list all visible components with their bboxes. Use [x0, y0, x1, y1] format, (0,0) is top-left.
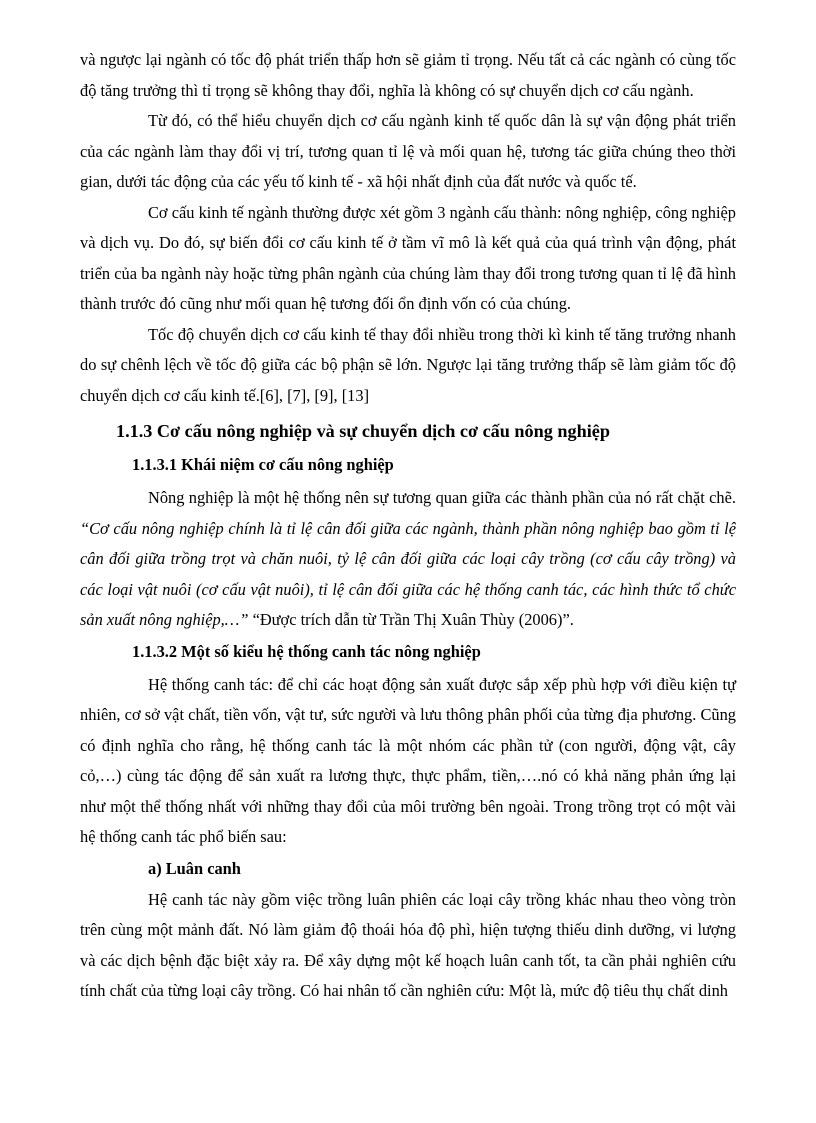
- item-heading-crop-rotation: a) Luân canh: [148, 858, 241, 878]
- intro-text: Nông nghiệp là một hệ thống nên sự tương quan giữa các thành phần của nó rất chặt chẽ.: [148, 488, 736, 507]
- paragraph-farming-systems: Hệ thống canh tác: để chỉ các hoạt động sản xuất được sắp xếp phù hợp với điều kiện tự nhiên, cơ sở vật chất, tiền vốn, vật tư, sức người và lưu thông phân phối của từng địa phương. Cũng có định nghĩa cho rằng, hệ thống canh tác là một nhóm các phần tử (con người, động vật, cây cỏ,…) cùng tác động để sản xuất ra lương thực, thực phẩm, tiền,….nó có khả năng phản ứng lại như một thể thống nhất với những thay đổi của môi trường bên ngoài. Trong trồng trọt có một vài hệ thống canh tác phổ biến sau:: [80, 674, 736, 846]
- paragraph-definition: Từ đó, có thể hiểu chuyển dịch cơ cấu ngành kinh tế quốc dân là sự vận động phát triển của các ngành làm thay đổi vị trí, tương quan tỉ lệ và mối quan hệ, tương tác giữa chúng theo thời gian, dưới tác động của các yếu tố kinh tế - xã hội nhất định của đất nước và quốc tế.: [80, 111, 736, 191]
- paragraph-agri-structure: [80, 483, 736, 636]
- page-body: [80, 45, 736, 1007]
- paragraph-speed: Tốc độ chuyển dịch cơ cấu kinh tế thay đổi nhiều trong thời kì kinh tế tăng trưởng nhanh do sự chênh lệch về tốc độ giữa các bộ phận sẽ lớn. Ngược lại tăng trưởng thấp sẽ làm giảm tốc độ chuyển dịch cơ cấu kinh tế.[6], [7], [9], [13]: [80, 324, 736, 405]
- paragraph-crop-rotation: Hệ canh tác này gồm việc trồng luân phiên các loại cây trồng khác nhau theo vòng tròn trên cùng một mảnh đất. Nó làm giảm độ thoái hóa độ phì, hiện tượng thiếu dinh dưỡng, vi lượng và các dịch bệnh đặc biệt xảy ra. Để xây dựng một kế hoạch luân canh tốt, ta cần phải nghiên cứu tính chất của từng loại cây trồng. Có hai nhân tố cần nghiên cứu: Một là, mức độ tiêu thụ chất dinh: [80, 889, 736, 1000]
- citation-text: “Được trích dẫn từ Trần Thị Xuân Thùy (2006)”.: [248, 610, 574, 629]
- section-heading-1-1-3: 1.1.3 Cơ cấu nông nghiệp và sự chuyển dịch cơ cấu nông nghiệp: [116, 421, 610, 441]
- paragraph-continued: và ngược lại ngành có tốc độ phát triển thấp hơn sẽ giảm tỉ trọng. Nếu tất cả các ngành có cùng tốc độ tăng trưởng thì tỉ trọng sẽ không thay đổi, nghĩa là không có sự chuyển dịch cơ cấu ngành.: [80, 50, 736, 100]
- quote-text: “Cơ cấu nông nghiệp chính là tỉ lệ cân đối giữa các ngành, thành phần nông nghiệp bao gồm tỉ lệ cân đối giữa trồng trọt và chăn nuôi, tỷ lệ cân đối giữa các loại cây trồng (cơ cấu cây trồng) và các loại vật nuôi (cơ cấu vật nuôi), tỉ lệ cân đối giữa các hệ thống canh tác, các hình thức tổ chức sản xuất nông nghiệp,…”: [80, 518, 736, 629]
- paragraph-three-sectors: Cơ cấu kinh tế ngành thường được xét gồm 3 ngành cấu thành: nông nghiệp, công nghiệp và dịch vụ. Do đó, sự biến đổi cơ cấu kinh tế ở tầm vĩ mô là kết quả của quá trình vận động, phát triển của ba ngành này hoặc từng phân ngành của chúng làm thay đổi trong tương quan tỉ lệ đã hình thành trước đó cũng như mối quan hệ tương đối ổn định vốn có của chúng.: [80, 202, 736, 313]
- subsection-heading-1-1-3-1: 1.1.3.1 Khái niệm cơ cấu nông nghiệp: [132, 455, 394, 474]
- subsection-heading-1-1-3-2: 1.1.3.2 Một số kiểu hệ thống canh tác nông nghiệp: [132, 641, 481, 661]
